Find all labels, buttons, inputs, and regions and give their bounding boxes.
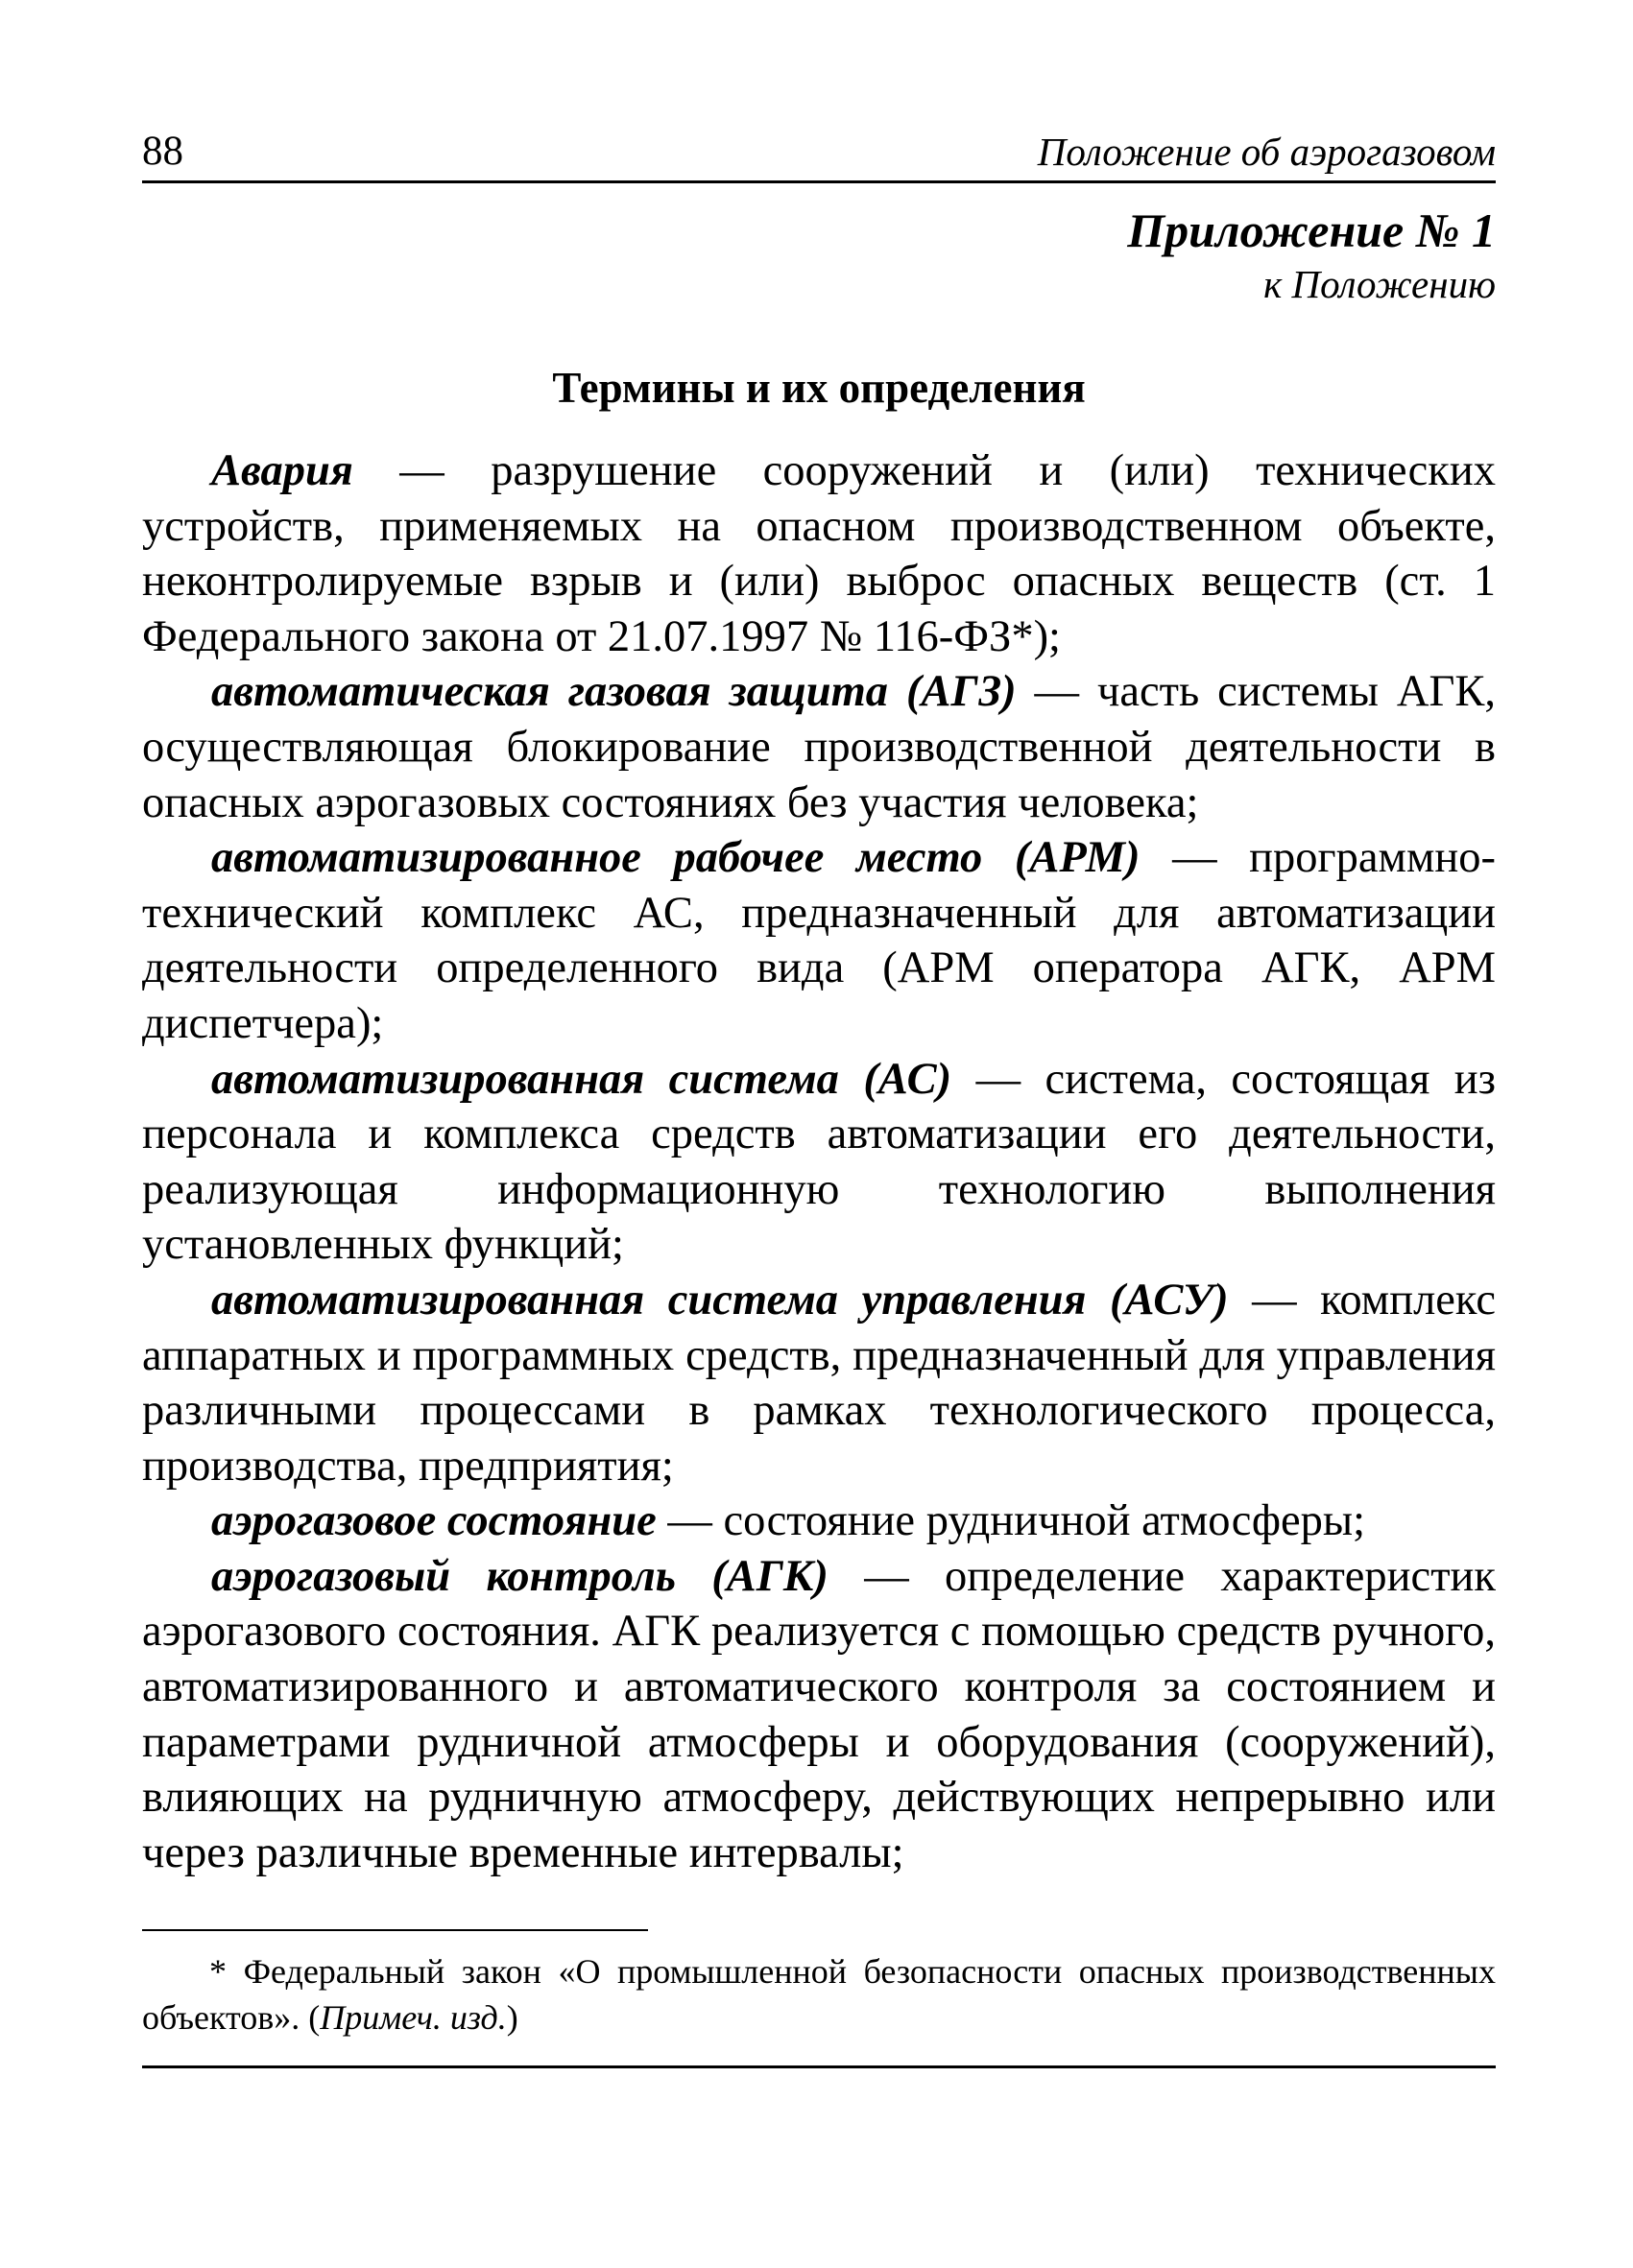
definition-term: Авария — [211, 446, 353, 495]
page-number: 88 — [142, 129, 183, 174]
definition-item — [142, 443, 1496, 664]
footnote-divider — [142, 1929, 648, 1931]
footnote-note: Примеч. изд. — [320, 1998, 507, 2037]
definition-item — [142, 1052, 1496, 1273]
definition-text: — часть системы АГК, осуществляющая блокирование производственной деятельности в опасных аэрогазовых состояниях без участия человека; — [142, 667, 1496, 827]
definition-item — [142, 830, 1496, 1051]
running-title: Положение об аэрогазовом — [1037, 130, 1496, 174]
definition-term: автоматизированная система управления (АСУ) — [211, 1275, 1229, 1325]
section-title: Термины и их определения — [552, 364, 1086, 412]
appendix-title: Приложение № 1 — [1127, 203, 1496, 257]
definition-item — [142, 1493, 1496, 1549]
definition-term: аэрогазовое состояние — [211, 1496, 657, 1546]
definition-term: автоматизированное рабочее место (АРМ) — [211, 833, 1141, 883]
appendix-subtitle: к Положению — [1263, 262, 1496, 306]
definition-term: аэрогазовый контроль (АГК) — [211, 1551, 829, 1601]
definition-text: — комплекс аппаратных и программных средств, предназначенный для управления различными процессами в рамках технологического процесса, производства, предприятия; — [142, 1275, 1496, 1491]
definition-text: — система, состоящая из персонала и комплекса средств автоматизации его деятельности, реализующая информационную технологию выполнения установленных функций; — [142, 1054, 1496, 1270]
footnote-closing: ) — [506, 1998, 518, 2037]
definition-item — [142, 1549, 1496, 1881]
definition-item — [142, 664, 1496, 830]
definition-text: — программно-технический комплекс АС, предназначенный для автоматизации деятельности определенного вида (АРМ оператора АГК, АРМ диспетчера); — [142, 833, 1496, 1048]
definition-term: автоматизированная система (АС) — [211, 1054, 952, 1104]
page-header — [142, 127, 1496, 183]
definition-term: автоматическая газовая защита (АГЗ) — [211, 667, 1017, 717]
definitions-list — [142, 443, 1496, 1880]
definition-text: — разрушение сооружений и (или) технических устройств, применяемых на опасном производственном объекте, неконтролируемые взрыв и (или) выброс опасных веществ (ст. 1 Федерального закона от 21.07.1997 № 116-ФЗ*); — [142, 446, 1496, 661]
page-bottom-rule — [142, 2065, 1496, 2068]
footnote-text: * Федеральный закон «О промышленной безопасности опасных производственных объектов». ( — [142, 1952, 1496, 2037]
definition-text: — определение характеристик аэрогазового состояния. АГК реализуется с помощью средств ручного, автоматизированного и автоматического контроля за состоянием и параметрами рудничной атмосферы и оборудования (сооружений), влияющих на рудничную атмосферу, действующих непрерывно или через различные временные интервалы; — [142, 1551, 1496, 1877]
definition-item — [142, 1273, 1496, 1493]
definition-text: — состояние рудничной атмосферы; — [656, 1496, 1366, 1546]
footnote — [142, 1948, 1496, 2041]
appendix-heading — [1127, 202, 1496, 309]
